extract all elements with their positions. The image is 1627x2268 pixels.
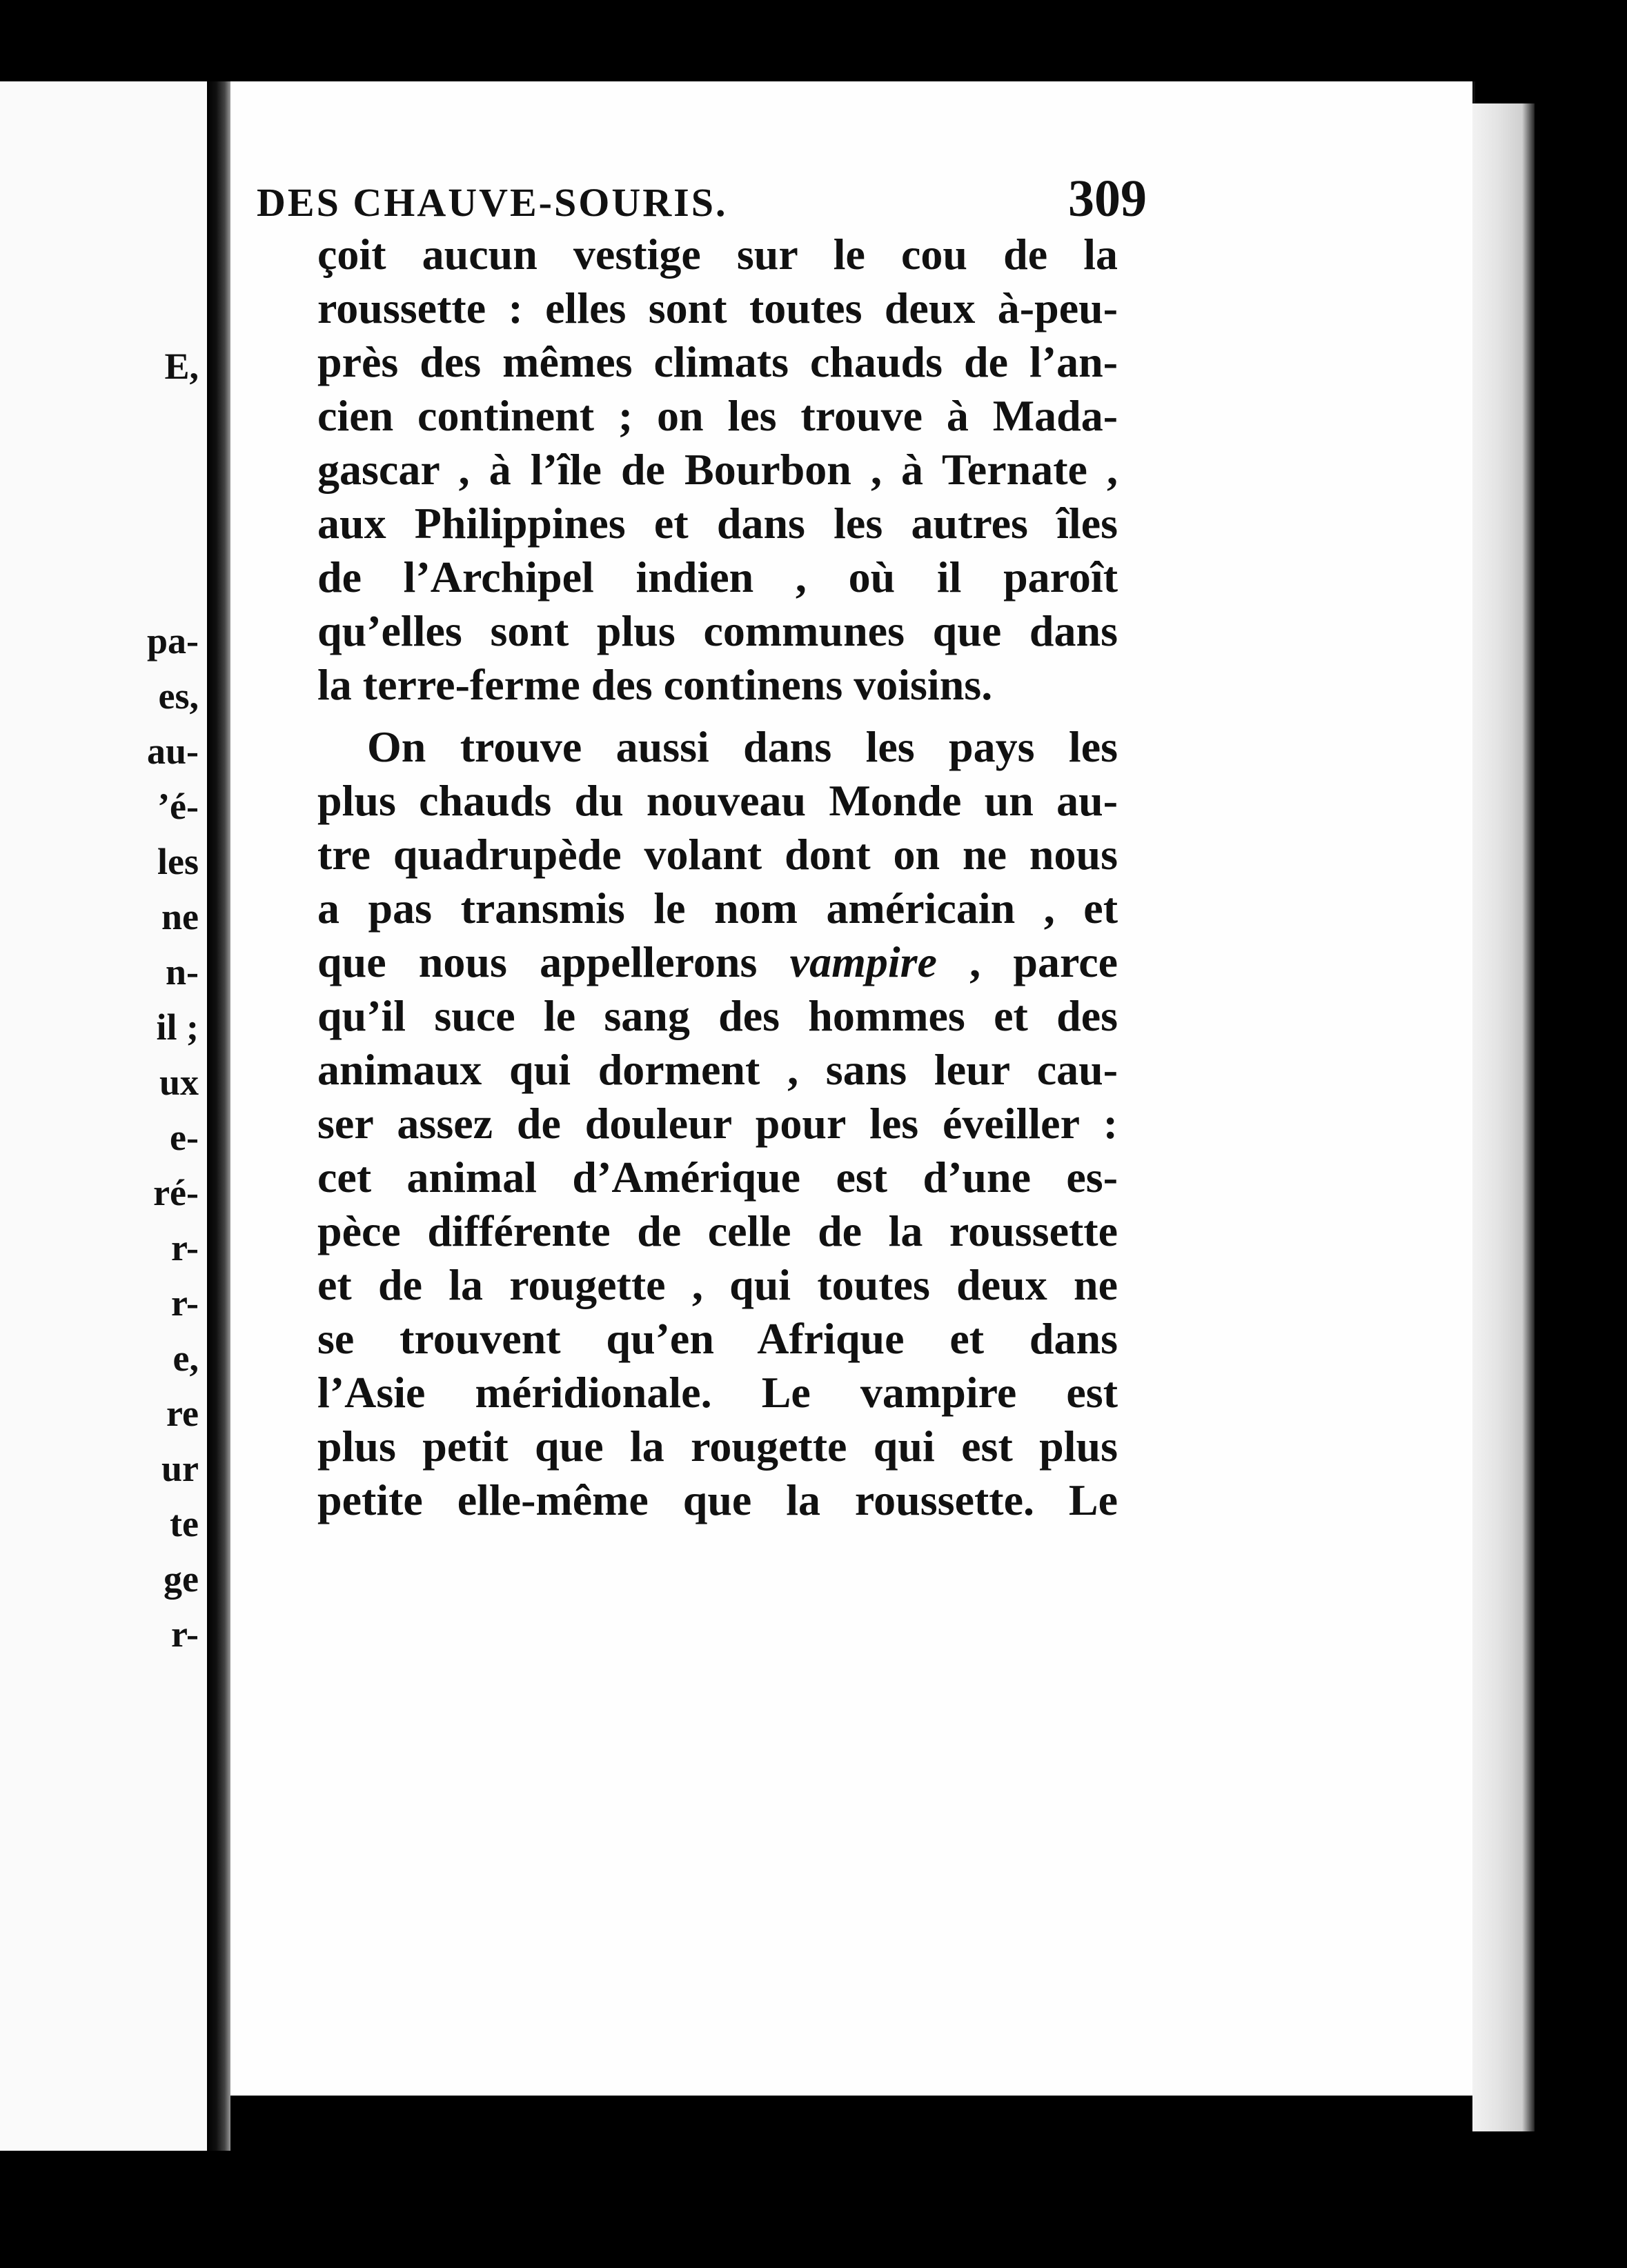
text-line: plus petit que la rougette qui est plus (317, 1422, 1118, 1471)
text-line: gascar , à l’île de Bourbon , à Ternate , (317, 445, 1118, 494)
text-line: se trouvent qu’en Afrique et dans (317, 1314, 1118, 1363)
facing-page-fragment: re (166, 1393, 199, 1434)
text-line: l’Asie méridionale. Le vampire est (317, 1368, 1118, 1417)
text-line: tre quadrupède volant dont on ne nous (317, 830, 1118, 879)
text-line: plus chauds du nouveau Monde un au- (317, 776, 1118, 825)
text-line: de l’Archipel indien , où il paroît (317, 553, 1118, 601)
facing-page-fragment: n- (165, 951, 199, 993)
text-span: que nous appellerons (317, 937, 758, 986)
running-head-title: DES CHAUVE-SOURIS. (257, 180, 728, 225)
facing-page-fragment: ur (161, 1448, 199, 1489)
facing-page-fragment: ge (164, 1558, 199, 1600)
text-span: , parce (969, 937, 1118, 986)
text-line: la terre-ferme des continens voisins. (317, 660, 993, 709)
text-line: cien continent ; on les trouve à Mada- (317, 391, 1118, 440)
facing-page (0, 81, 208, 2151)
facing-page-fragment: pa- (146, 620, 199, 662)
facing-page-fragment: ré- (153, 1172, 199, 1213)
text-line: petite elle-même que la roussette. Le (317, 1475, 1118, 1524)
facing-page-fragment: il ; (156, 1006, 199, 1048)
facing-page-fragment: au- (146, 730, 199, 772)
text-line-with-italic (317, 935, 1118, 989)
facing-page-fragment: r- (171, 1227, 199, 1269)
text-line: roussette : elles sont toutes deux à-peu- (317, 284, 1118, 332)
facing-page-fragment: e- (170, 1117, 199, 1158)
scan-border (0, 2151, 1627, 2268)
facing-page-fragment: ne (161, 896, 199, 937)
text-line: çoit aucun vestige sur le cou de la (317, 230, 1118, 279)
facing-page-fragment: ux (159, 1062, 199, 1103)
facing-page-fragment: te (170, 1503, 199, 1544)
text-line: près des mêmes climats chauds de l’an- (317, 337, 1118, 386)
text-line: On trouve aussi dans les pays les (367, 722, 1118, 771)
text-line: animaux qui dorment , sans leur cau- (317, 1045, 1118, 1094)
facing-page-fragment: e, (172, 1337, 199, 1379)
body-text (317, 228, 1118, 1527)
facing-page-fragment: r- (171, 1613, 199, 1655)
text-line: a pas transmis le nom américain , et (317, 884, 1118, 933)
text-line: aux Philippines et dans les autres îles (317, 499, 1118, 548)
page-edge (1472, 103, 1535, 2131)
text-line: et de la rougette , qui toutes deux ne (317, 1260, 1118, 1309)
book-gutter (207, 81, 230, 2151)
text-line: cet animal d’Amérique est d’une es- (317, 1153, 1118, 1202)
facing-page-fragment: E, (164, 346, 199, 387)
text-line: pèce différente de celle de la roussette (317, 1206, 1118, 1255)
facing-page-fragment: r- (171, 1282, 199, 1324)
italic-word: vampire (789, 937, 937, 986)
text-line: qu’il suce le sang des hommes et des (317, 991, 1118, 1040)
text-line: qu’elles sont plus communes que dans (317, 606, 1118, 655)
text-line: ser assez de douleur pour les éveiller : (317, 1099, 1118, 1148)
facing-page-fragment: ’é- (157, 786, 199, 827)
running-head (257, 169, 1147, 229)
page-number: 309 (1068, 170, 1147, 228)
facing-page-fragment: es, (158, 675, 199, 717)
facing-page-fragment: les (157, 841, 199, 882)
